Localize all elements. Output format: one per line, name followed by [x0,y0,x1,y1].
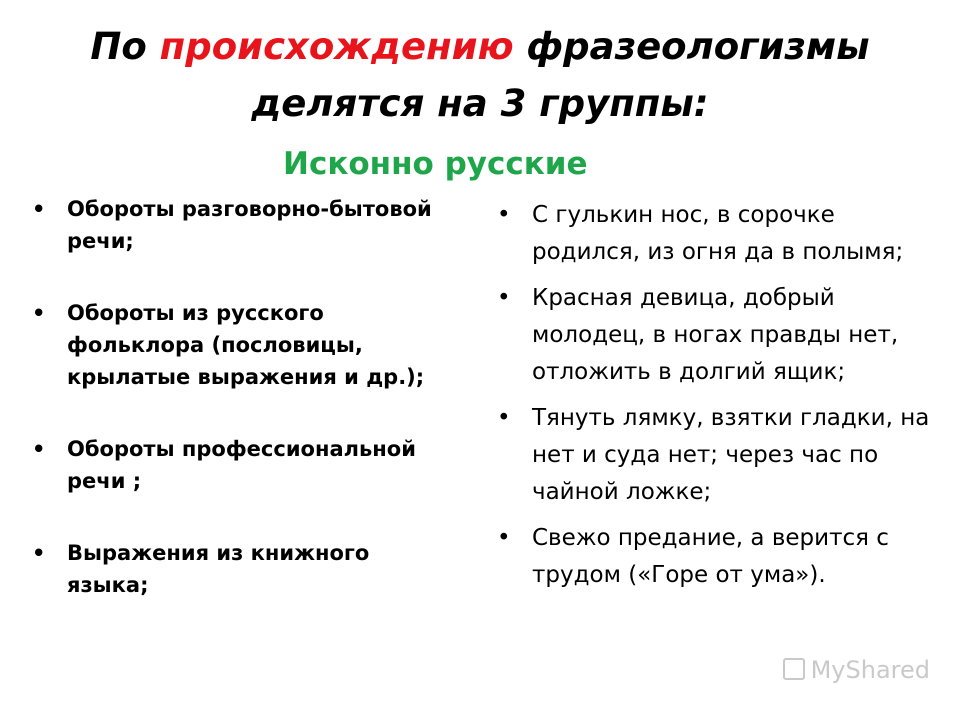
list-item [497,400,937,511]
bullet-icon: • [497,405,511,431]
bullet-icon: • [497,525,511,551]
list-item [497,520,937,594]
bullet-icon: • [32,301,46,325]
right-bullet-list [497,197,937,603]
list-item [32,433,442,497]
list-item-text: Выражения из книжного языка; [67,541,370,597]
list-item-text: Обороты профессиональной речи ; [67,437,416,493]
list-item-text: Обороты из русского фольклора (пословицы, крылатые выражения и др.); [67,301,425,389]
watermark-text: MyShared [810,656,930,684]
bullet-icon: • [32,541,46,565]
list-item-text: С гулькин нос, в сорочке родился, из огня да в полымя; [532,202,904,265]
list-item-text: Тянуть лямку, взятки гладки, на нет и суда нет; через час по чайной ложке; [532,405,930,505]
list-item [497,197,937,271]
slide-title [0,18,960,132]
bullet-icon: • [32,437,46,461]
watermark-logo-icon [783,658,805,680]
list-item [32,193,442,257]
left-bullet-list [32,193,442,641]
bullet-icon: • [497,285,511,311]
watermark [783,656,930,684]
list-item [497,280,937,391]
list-item-text: Свежо предание, а верится с трудом («Горе от ума»). [532,525,889,588]
bullet-icon: • [32,197,46,221]
bullet-icon: • [497,202,511,228]
list-item [32,537,442,601]
title-part-1: По [90,25,160,68]
list-item-text: Обороты разговорно-бытовой речи; [67,197,432,253]
title-part-2: фразеологизмы делятся на 3 группы: [251,25,870,125]
list-item [32,297,442,393]
list-item-text: Красная девица, добрый молодец, в ногах правды нет, отложить в долгий ящик; [532,285,899,385]
slide-subtitle: Исконно русские [283,146,588,182]
title-accent-word: происхождению [159,25,514,68]
